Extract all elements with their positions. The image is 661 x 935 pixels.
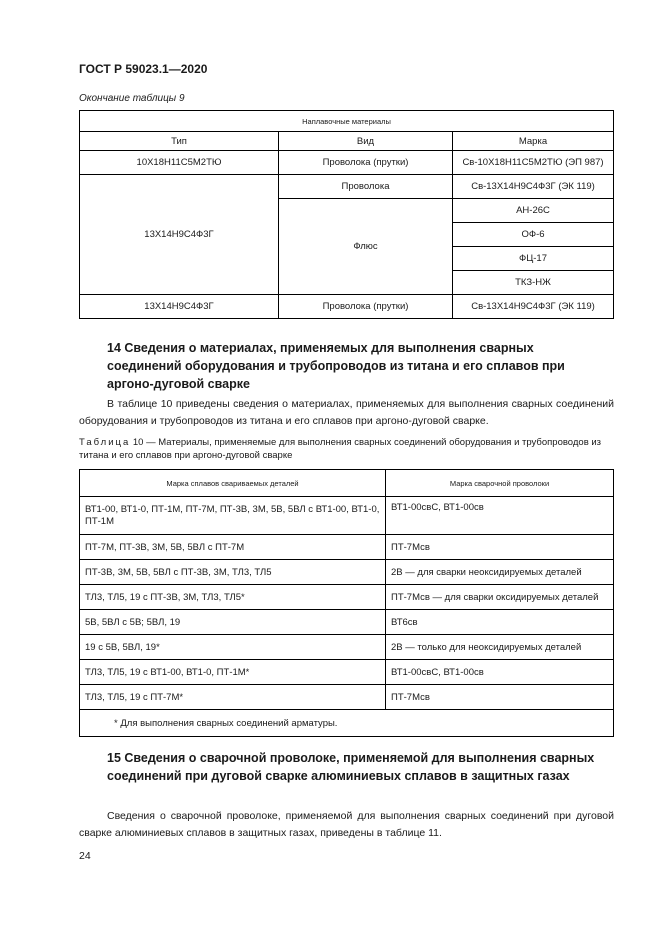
table10-cell: ПТ-7Мсв — для сварки оксидируемых деталей xyxy=(386,585,614,610)
table10-cell: ВТ1-00, ВТ1-0, ПТ-1М, ПТ-7М, ПТ-3В, 3М, 5В, 5ВЛ с ВТ1-00, ВТ1-0, ПТ-1М xyxy=(80,497,386,535)
table9-cell: ФЦ-17 xyxy=(453,247,614,271)
table10-cell: ПТ-7М, ПТ-3В, 3М, 5В, 5ВЛ с ПТ-7М xyxy=(80,535,386,560)
table10-cell: 2В — только для неоксидируемых деталей xyxy=(386,635,614,660)
table10-cell: ТЛ3, ТЛ5, 19 с ВТ1-00, ВТ1-0, ПТ-1М* xyxy=(80,660,386,685)
table9-cell: АН-26С xyxy=(453,199,614,223)
table-row xyxy=(80,685,614,710)
table9-cell: Св-10Х18Н11С5М2ТЮ (ЭП 987) xyxy=(453,151,614,175)
table9-cell: Св-13Х14Н9С4Ф3Г (ЭК 119) xyxy=(453,175,614,199)
table10-cell: ПТ-7Мсв xyxy=(386,535,614,560)
table10-cell: ТЛ3, ТЛ5, 19 с ПТ-3В, 3М, ТЛ3, ТЛ5* xyxy=(80,585,386,610)
table9-cell: Флюс xyxy=(279,199,453,295)
table-row xyxy=(80,635,614,660)
table10-col-alloy: Марка сплавов свариваемых деталей xyxy=(80,470,386,497)
table9 xyxy=(79,110,614,319)
table10-cell: ПТ-3В, 3М, 5В, 5ВЛ с ПТ-3В, 3М, ТЛ3, ТЛ5 xyxy=(80,560,386,585)
section14-paragraph: В таблице 10 приведены сведения о материалах, применяемых для выполнения сварных соединений оборудования и трубопроводов из титана и его сплавов при аргоно-дуговой сварке. xyxy=(79,398,614,427)
table9-col-mark: Марка xyxy=(453,132,614,151)
table10-cell: ВТ1-00свС, ВТ1-00св xyxy=(386,660,614,685)
table9-cell: 13Х14Н9С4Ф3Г xyxy=(80,175,279,295)
table10-cell: ТЛ3, ТЛ5, 19 с ПТ-7М* xyxy=(80,685,386,710)
table-row xyxy=(80,295,614,319)
table9-col-kind: Вид xyxy=(279,132,453,151)
table9-continuation-label: Окончание таблицы 9 xyxy=(79,93,185,104)
table-row xyxy=(80,175,614,199)
table10-caption-text: 10 — Материалы, применяемые для выполнения сварных соединений оборудования и трубопроводов из титана и его сплавов при аргоно-дуговой сварке xyxy=(79,437,602,461)
table9-cell: Проволока (прутки) xyxy=(279,151,453,175)
table9-cell: 10Х18Н11С5М2ТЮ xyxy=(80,151,279,175)
table10-cell: 2В — для сварки неоксидируемых деталей xyxy=(386,560,614,585)
table-row xyxy=(80,610,614,635)
table-row xyxy=(80,560,614,585)
table9-cell: 13Х14Н9С4Ф3Г xyxy=(80,295,279,319)
table9-cell: ОФ-6 xyxy=(453,223,614,247)
section15-paragraph: Сведения о сварочной проволоке, применяемой для выполнения сварных соединений при дуговой сварке алюминиевых сплавов в защитных газах, приведены в таблице 11. xyxy=(79,810,614,839)
table10-caption xyxy=(79,436,614,462)
table-row xyxy=(80,535,614,560)
table9-cell: Проволока xyxy=(279,175,453,199)
section15-heading: 15 Сведения о сварочной проволоке, применяемой для выполнения сварных соединений при дуговой сварке алюминиевых сплавов в защитных газах xyxy=(107,751,595,783)
page-number: 24 xyxy=(79,850,91,862)
document-id: ГОСТ Р 59023.1—2020 xyxy=(79,62,208,76)
table10-cell: ПТ-7Мсв xyxy=(386,685,614,710)
table10-cell: 5В, 5ВЛ с 5В; 5ВЛ, 19 xyxy=(80,610,386,635)
table9-group-header: Наплавочные материалы xyxy=(80,111,614,132)
table10-caption-label: Таблица xyxy=(79,437,131,448)
section14-heading: 14 Сведения о материалах, применяемых для выполнения сварных соединений оборудования и трубопроводов из титана и его сплавов при аргоно-дуговой сварке xyxy=(107,341,565,391)
table10 xyxy=(79,469,614,737)
table-row xyxy=(80,151,614,175)
table10-cell: 19 с 5В, 5ВЛ, 19* xyxy=(80,635,386,660)
table-row xyxy=(80,497,614,535)
table-row xyxy=(80,585,614,610)
table-row xyxy=(80,660,614,685)
table10-col-wire: Марка сварочной проволоки xyxy=(386,470,614,497)
table9-col-type: Тип xyxy=(80,132,279,151)
table9-cell: ТКЗ-НЖ xyxy=(453,271,614,295)
table10-cell: ВТ1-00свС, ВТ1-00св xyxy=(386,497,614,535)
table10-footnote: * Для выполнения сварных соединений арматуры. xyxy=(80,710,614,737)
table10-cell: ВТ6св xyxy=(386,610,614,635)
table9-cell: Св-13Х14Н9С4Ф3Г (ЭК 119) xyxy=(453,295,614,319)
table9-cell: Проволока (прутки) xyxy=(279,295,453,319)
